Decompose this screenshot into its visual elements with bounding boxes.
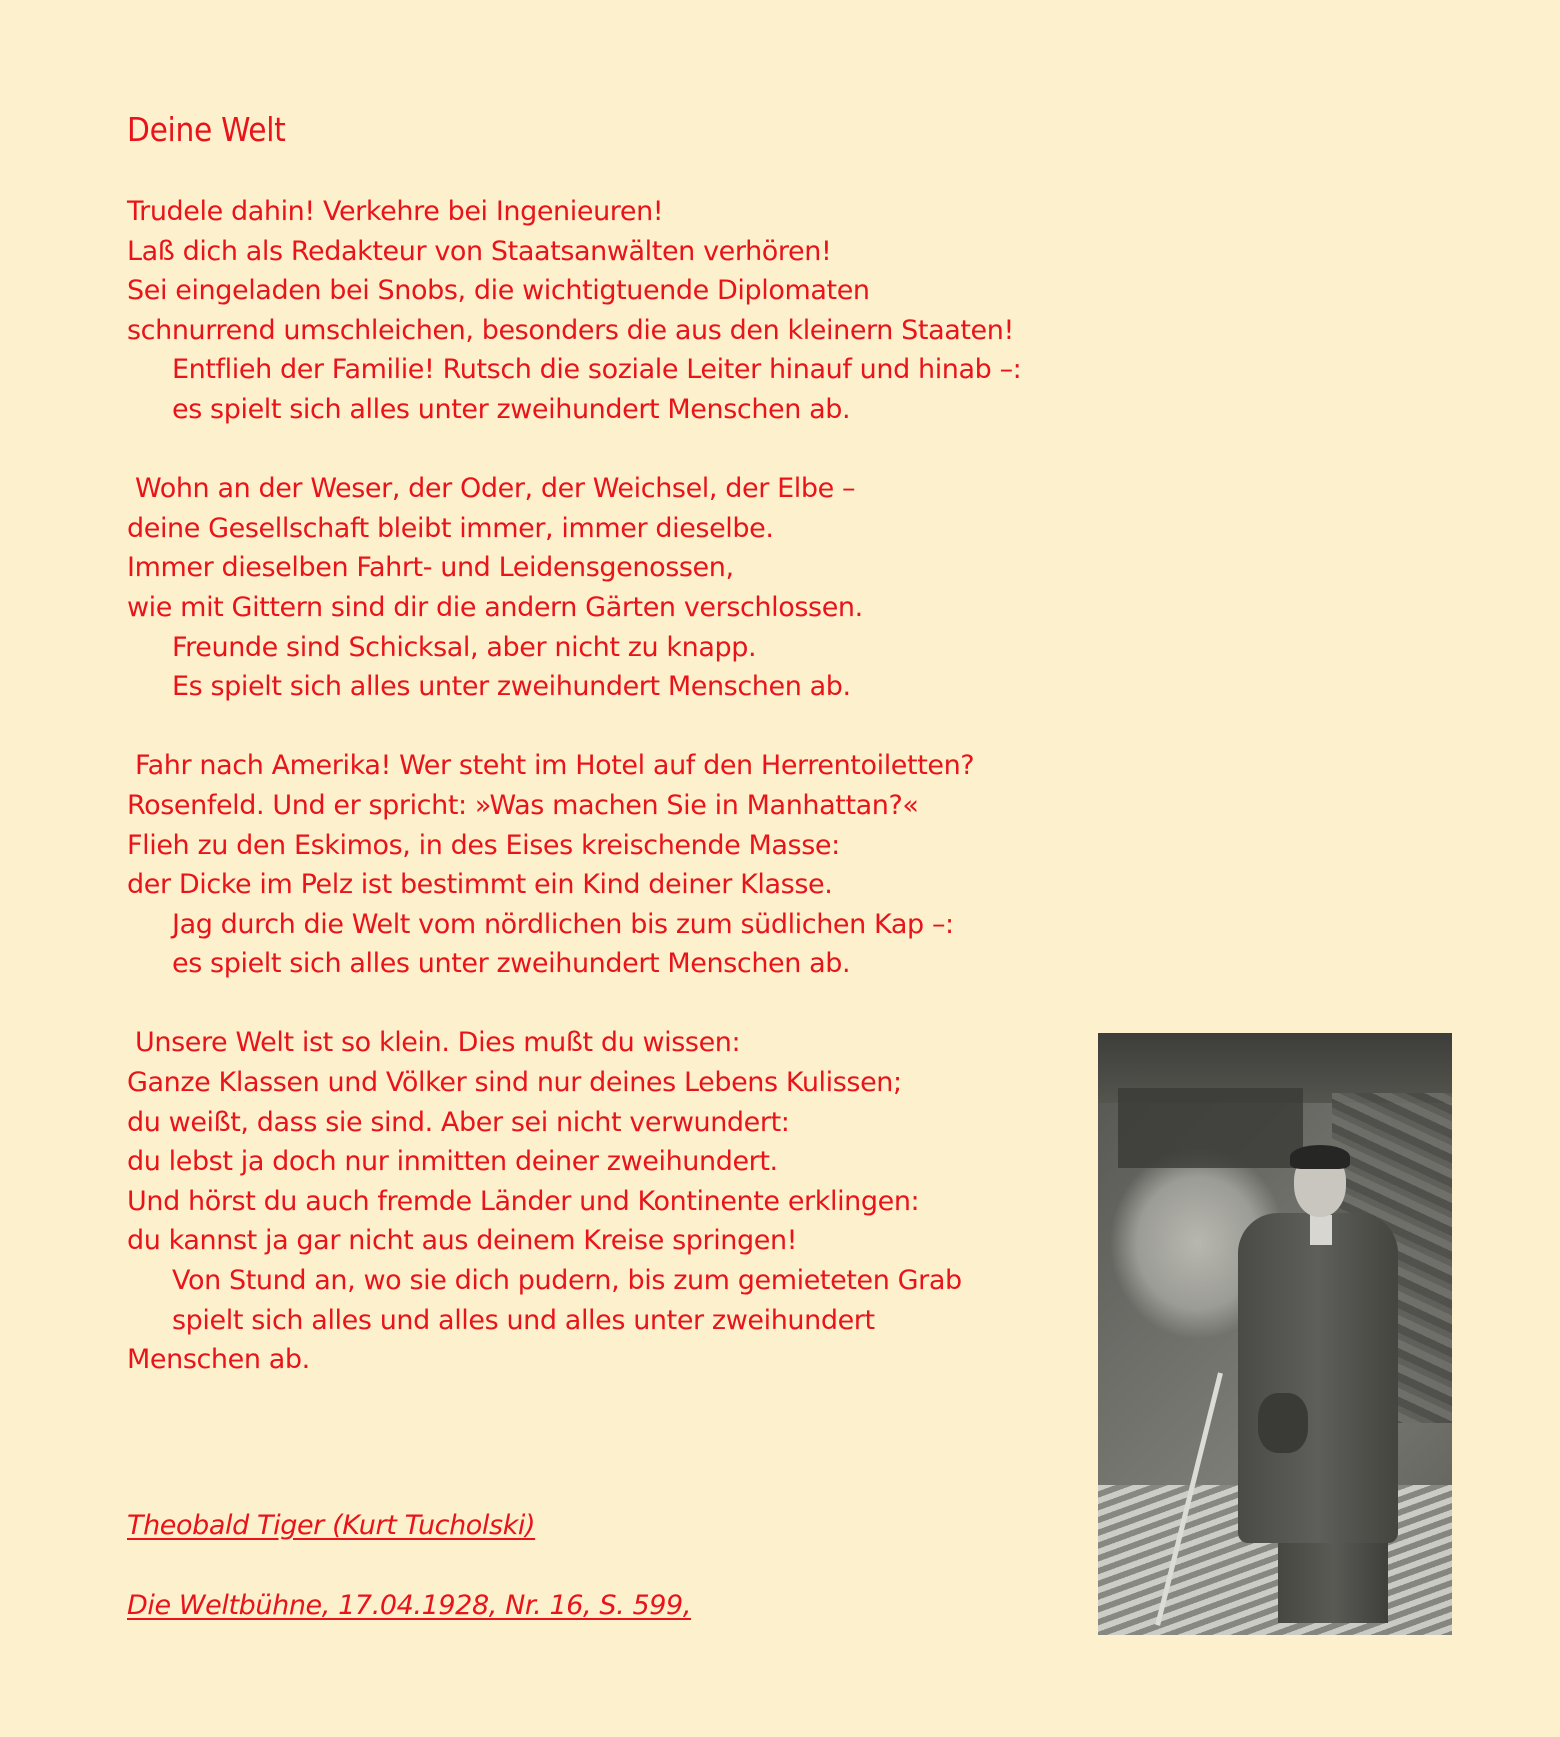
poem-line: Jag durch die Welt vom nördlichen bis zum südlichen Kap –: [172,908,954,940]
poem-line: Menschen ab. [127,1344,310,1376]
stanza-4 [127,1023,1127,1379]
poem-line: Und hörst du auch fremde Länder und Kontinente erklingen: [127,1185,920,1217]
poem-line: Trudele dahin! Verkehre bei Ingenieuren! [127,196,664,227]
photo-figure-hat [1258,1393,1308,1453]
poem-line: deine Gesellschaft bleibt immer, immer dieselbe. [127,512,774,544]
poem-line: es spielt sich alles unter zweihundert Menschen ab. [172,393,851,425]
poem-line: Es spielt sich alles unter zweihundert Menschen ab. [172,671,851,703]
poem-line: Immer dieselben Fahrt- und Leidensgenossen, [127,552,734,584]
photo-figure-suit [1238,1213,1398,1543]
poem-line: du kannst ja gar nicht aus deinem Kreise springen! [127,1225,798,1257]
poem-line: Laß dich als Redakteur von Staatsanwälten verhören! [127,235,832,267]
poem-line: Entflieh der Familie! Rutsch die soziale Leiter hinauf und hinab –: [172,354,1022,386]
poem-line: es spielt sich alles unter zweihundert Menschen ab. [172,948,851,980]
poem-line: Wohn an der Weser, der Oder, der Weichsel, der Elbe – [135,473,856,505]
stanza-2 [127,469,1127,707]
poem-title: Deine Welt [127,110,286,149]
source-citation-link[interactable]: Die Weltbühne, 17.04.1928, Nr. 16, S. 599, [127,1590,692,1621]
photo-figure-hair [1290,1145,1350,1169]
portrait-photo-icon [1098,1033,1452,1635]
poem-line: Sei eingeladen bei Snobs, die wichtigtuende Diplomaten [127,275,870,307]
author-signature-link[interactable]: Theobald Tiger (Kurt Tucholski) [127,1510,536,1541]
poem-line: schnurrend umschleichen, besonders die aus den kleinern Staaten! [127,314,1014,346]
poem-line: wie mit Gittern sind dir die andern Gärten verschlossen. [127,591,863,623]
poem-body [127,192,1127,1380]
poem-line: Fahr nach Amerika! Wer steht im Hotel auf den Herrentoiletten? [135,750,975,782]
photo-figure-collar [1310,1215,1332,1245]
stanza-gap [127,984,1127,1024]
poem-line: Rosenfeld. Und er spricht: »Was machen Sie in Manhattan?« [127,789,919,821]
poem-line: spielt sich alles und alles und alles unter zweihundert [172,1304,875,1336]
poem-line: Von Stund an, wo sie dich pudern, bis zum gemieteten Grab [172,1265,962,1297]
poem-line: Flieh zu den Eskimos, in des Eises kreischende Masse: [127,829,840,861]
stanza-1 [127,192,1127,430]
poem-line: Freunde sind Schicksal, aber nicht zu knapp. [172,631,757,663]
stanza-3 [127,746,1127,984]
poem-line: du weißt, dass sie sind. Aber sei nicht verwundert: [127,1106,790,1138]
stanza-gap [127,707,1127,747]
stanza-gap [127,430,1127,470]
poem-line: Unsere Welt ist so klein. Dies mußt du wissen: [135,1027,741,1059]
poem-line: der Dicke im Pelz ist bestimmt ein Kind deiner Klasse. [127,869,833,901]
poem-line: du lebst ja doch nur inmitten deiner zweihundert. [127,1146,778,1178]
poem-line: Ganze Klassen und Völker sind nur deines Lebens Kulissen; [127,1067,902,1099]
photo-doorway [1118,1088,1303,1168]
